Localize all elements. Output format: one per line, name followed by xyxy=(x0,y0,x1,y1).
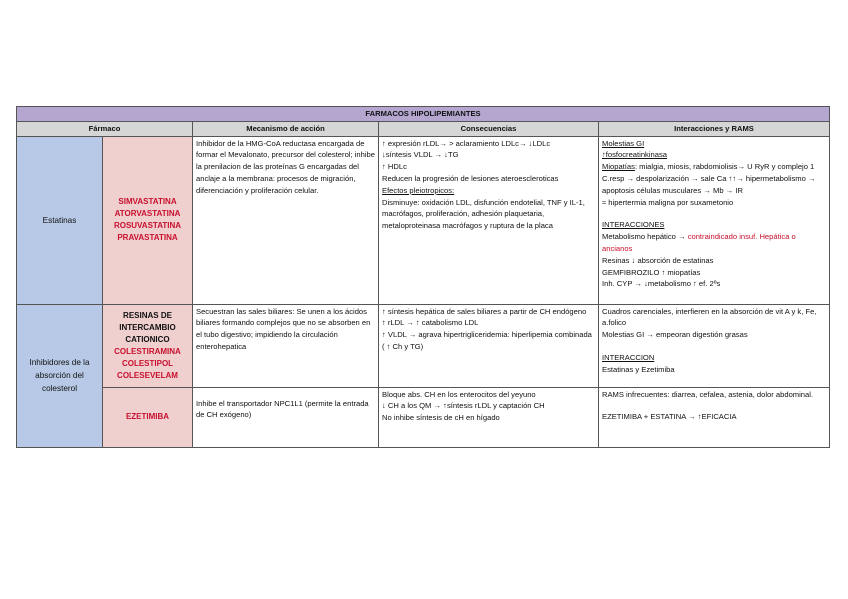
text-line xyxy=(602,161,826,196)
text-line: ↓ CH a los QM → ↑síntesis rLDL y captación CH xyxy=(382,401,545,411)
drug-name: COLESTIPOL xyxy=(121,358,174,368)
interacciones-resinas xyxy=(599,304,830,387)
drug-cell-resinas xyxy=(103,304,193,387)
header-consecuencias: Consecuencias xyxy=(379,121,599,136)
consecuencias-statins xyxy=(379,136,599,304)
table-row xyxy=(17,304,830,387)
text-line: GEMFIBROZILO ↑ miopatías xyxy=(602,267,701,277)
mecanismo-ezetimiba xyxy=(193,387,379,447)
header-farmaco: Fármaco xyxy=(17,121,193,136)
drug-name: INTERCAMBIO xyxy=(119,322,176,332)
table-row xyxy=(17,387,830,447)
text-line: Inh. CYP → ↓metabolismo ↑ ef. 2ºs xyxy=(602,279,721,289)
text-line: ↑ rLDL → ↑ catabolismo LDL xyxy=(382,318,479,328)
text-line: Molestias GI xyxy=(602,138,645,148)
title-row xyxy=(17,107,830,122)
drug-name: COLESTIRAMINA xyxy=(114,346,181,356)
text-segment: : mialgia, miosis, rabdomiolisis→ U RyR y complejo 1 C.resp → despolarización → sale Ca ↑↑→ hipermetabolismo → apoptosis células musculares → Mb → IR xyxy=(602,162,816,195)
drug-name: SIMVASTATINA xyxy=(118,197,177,207)
text-line: Resinas ↓ absorción de estatinas xyxy=(602,255,714,265)
consecuencias-ezetimiba xyxy=(379,387,599,447)
text-line: ↑ expresión rLDL→ > aclaramiento LDLc→ ↓LDLc xyxy=(382,138,551,148)
drug-name: CATIONICO xyxy=(125,334,170,344)
text-line: INTERACCION xyxy=(602,352,655,362)
text-line: EZETIMIBA + ESTATINA → ↑EFICACIA xyxy=(602,412,737,422)
table-row xyxy=(17,136,830,304)
text-line: No inhibe síntesis de cH en hígado xyxy=(382,413,500,423)
text-line: ↑ HDLc xyxy=(382,162,407,172)
group-inhibidores: Inhibidores de la absorción del colesterol xyxy=(17,304,103,447)
text-line xyxy=(602,231,826,255)
drug-name: PRAVASTATINA xyxy=(117,233,178,243)
text-line: Cuadros carenciales, interfieren en la absorción de vit A y k, Fe, a.folico xyxy=(602,306,817,328)
text-line: RAMS infrecuentes: diarrea, cefalea, astenia, dolor abdominal. xyxy=(602,389,814,399)
header-mecanismo: Mecanismo de acción xyxy=(193,121,379,136)
consecuencias-resinas xyxy=(379,304,599,387)
text-line: Inhibe el transportador NPC1L1 (permite la entrada de CH exógeno) xyxy=(196,398,369,420)
drug-cell-statins xyxy=(103,136,193,304)
text-line: ↓síntesis VLDL → ↓TG xyxy=(382,150,459,160)
text-line: Estatinas y Ezetimiba xyxy=(602,364,675,374)
text-line: ↑fosfocreatinkinasa xyxy=(602,150,668,160)
text-line: Reducen la progresión de lesiones ateroescleroticas xyxy=(382,173,559,183)
text-line: ≈ hipertermia maligna por suxametonio xyxy=(602,197,734,207)
drug-name: ROSUVASTATINA xyxy=(113,221,182,231)
interacciones-ezetimiba xyxy=(599,387,830,447)
text-segment: Miopatías xyxy=(602,162,635,172)
drug-table xyxy=(16,106,830,448)
text-line: Disminuye: oxidación LDL, disfunción endotelial, TNF y IL-1, macrófagos, proliferación, adhesión plaquetaria, metaloproteinasa macrófagos y ruptura de la placa xyxy=(382,197,585,231)
text-line: Molestias GI → empeoran digestión grasas xyxy=(602,330,748,340)
mecanismo-resinas: Secuestran las sales biliares: Se unen a los ácidos biliares formando complejos que no se absorben en el tubo digestivo; impidiendo la circulación enterohepatica xyxy=(193,304,379,387)
text-line: Efectos pleiotropicos: xyxy=(382,185,455,195)
header-row xyxy=(17,121,830,136)
warning-text: contraindicado insuf. Hepática o ancianos xyxy=(602,232,796,253)
mecanismo-statins: Inhibidor de la HMG-CoA reductasa encargada de formar el Mevalonato, precursor del colesterol; inhibe la prenilacion de las proteínas G encargadas del anclaje a la membrana: procesos de migración, diferenciación y proliferación celular. xyxy=(193,136,379,304)
header-interacciones: Interacciones y RAMS xyxy=(599,121,830,136)
text-line: ↑ síntesis hepática de sales biliares a partir de CH endógeno xyxy=(382,306,587,316)
drug-name: EZETIMIBA xyxy=(125,412,170,422)
drug-cell-ezetimiba xyxy=(103,387,193,447)
text-segment: Metabolismo hepático → xyxy=(602,232,688,242)
interacciones-statins xyxy=(599,136,830,304)
text-line: ↑ VLDL → agrava hipertrigliceridemia: hiperlipemia combinada ( ↑ Ch y TG) xyxy=(382,330,592,351)
group-estatinas: Estatinas xyxy=(17,136,103,304)
table-title: FARMACOS HIPOLIPEMIANTES xyxy=(17,107,830,122)
drug-name: COLESEVELAM xyxy=(117,370,178,380)
text-line: Bloque abs. CH en los enterocitos del yeyuno xyxy=(382,389,536,399)
drug-name: ATORVASTATINA xyxy=(114,209,181,219)
drug-name: RESINAS DE xyxy=(123,310,172,320)
text-line: INTERACCIONES xyxy=(602,220,665,230)
